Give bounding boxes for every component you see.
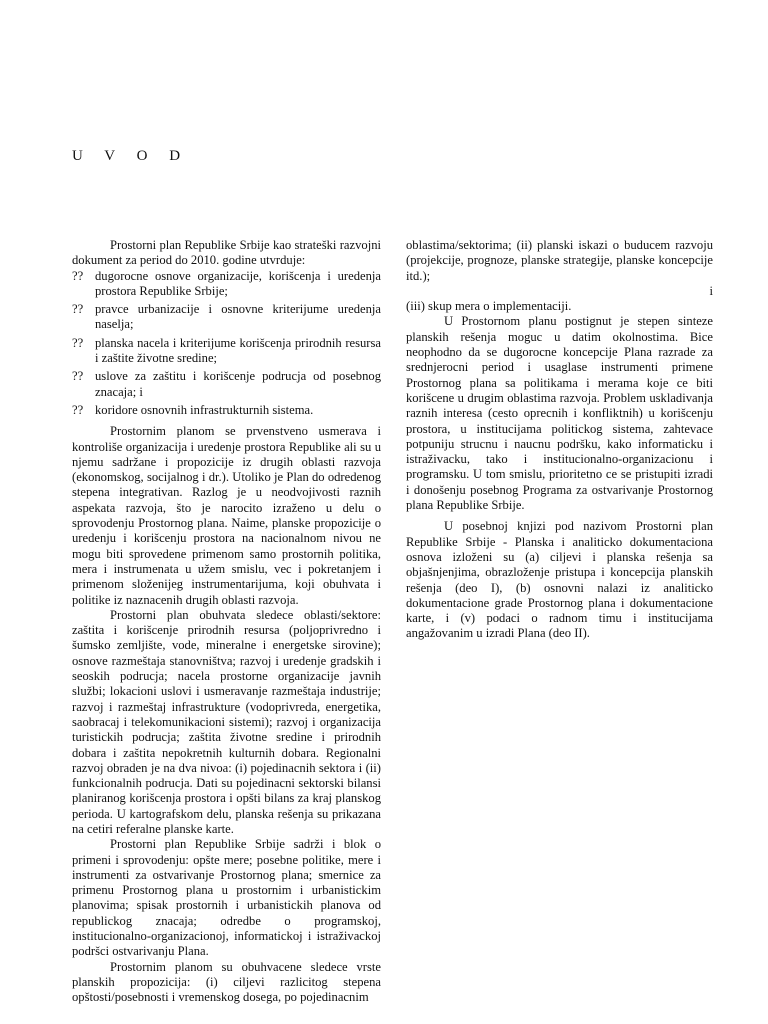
list-item-text: pravce urbanizacije i osnovne kriterijume uredenja naselja; [95,302,381,332]
intro-paragraph: Prostorni plan Republike Srbije kao strateški razvojni dokument za period do 2010. godine utvrduje: [72,238,381,268]
section-heading: U V O D [72,148,190,164]
goals-list [72,269,381,419]
body-paragraph: (iii) skup mera o implementaciji. [406,299,572,314]
continuation-word: i [709,283,713,298]
list-item [72,369,381,400]
body-paragraph: Prostornim planom se prvenstveno usmerava i kontroliše organizacija i uredenje prostora Republike ali su u njemu sadržane i propozicije iz drugih oblasti razvoja (ekonomskog, socijalnog i dr.). Utoliko je Plan do odredenog stepena integrativan. Razlog je u neodvojivosti raznih aspekata razvoja, što je narocito izraženo u delu o sprovodenju Prostornog plana. Naime, planske propozicije o uredenju i korišcenju prostora na nacionalnom nivou ne mogu biti sprovedene primenom samo prostornih politika, mera i instrumenata u užem smislu, vec i pokretanjem i primenom složenijeg instrumentarijuma, koji obuhvata i politike iz naznacenih drugih oblasti razvoja. [72,424,381,607]
list-item [72,269,381,300]
body-paragraph: Prostorni plan obuhvata sledece oblasti/sektore: zaštita i korišcenje prirodnih resursa (poljoprivredno i šumsko zemljište, vode, mineralne i energetske sirovine); osnove razmeštaja stanovništva; razvoj i uredenje gradskih i seoskih podrucja; nacela prostorne organizacije javnih službi; lokacioni uslovi i usmeravanje razmeštaja industrije; razvoj i razmeštaj infrastrukture (vodoprivreda, energetika, saobracaj i telekomunikacioni sistemi); razvoj i organizacija turistickih podrucja; zaštita životne sredine i prirodnih dobara i zaštita nepokretnih kulturnih dobara. Regionalni razvoj obraden je na dva nivoa: (i) pojedinacnih sektora i (ii) funkcionalnih podrucja. Dati su pojedinacni sektorski bilansi planiranog korišcenja prostora i opšti bilans za kraj planskog perioda. U kartografskom delu, planska rešenja su prikazana na cetiri referalne planske karte. [72,607,381,836]
left-column [72,238,381,1006]
list-item-text: dugorocne osnove organizacije, korišcenja i uredenja prostora Republike Srbije; [95,268,381,298]
list-item [72,403,381,418]
bullet-marker: ?? [72,335,84,350]
list-item-text: uslove za zaštitu i korišcenje podrucja od posebnog znacaja; i [95,369,381,399]
body-paragraph: U posebnoj knjizi pod nazivom Prostorni plan Republike Srbije - Planska i analiticko dokumentaciona osnova izloženi su (a) ciljevi i planska rešenja sa objašnjenjima, obrazloženje pristupa i koncepcija planskih rešenja (deo I), (b) osnovni nalazi iz analiticko dokumentacione grade Prostornog plana i dokumentacione karte, i (v) podaci o radnom timu i institucijama angažovanim u izradi Plana (deo II). [406,519,713,641]
list-item-text: koridore osnovnih infrastrukturnih sistema. [95,402,314,417]
bullet-marker: ?? [72,268,84,283]
bullet-marker: ?? [72,402,84,417]
body-paragraph: U Prostornom planu postignut je stepen sinteze planskih rešenja moguc u datim okolnostima. Bice neophodno da se dugorocne koncepcije Plana razrade za srednjerocni period i usaglase instrumenti primene Prostornog plana sa politikama i merama koje ce biti korišcene u drugim oblastima razvoja. Problem uskladivanja raznih interesa (cesto oprecnih i konfliktnih) u korišcenju prostora, u institucijama politickog sistema, zahtevace potpuniju strucnu i naucnu podršku, kako informaticku i istraživacku, tako i institucionalno-organizacionu i programsku. U tom smislu, prioritetno ce se pristupiti izradi i donošenju posebnog Programa za ostvarivanje Prostornog plana Republike Srbije. [406,314,713,513]
body-paragraph: oblastima/sektorima; (ii) planski iskazi o buducem razvoju (projekcije, prognoze, planske strategije, planske koncepcije itd.); [406,238,713,283]
list-item [72,302,381,333]
list-item [72,336,381,367]
body-paragraph: Prostornim planom su obuhvacene sledece vrste planskih propozicija: (i) ciljevi razlicitog stepena opštosti/posebnosti i vremenskog dosega, po pojedinacnim [72,959,381,1005]
list-item-text: planska nacela i kriterijume korišcenja prirodnih resursa i zaštite životne sredine; [95,335,381,366]
right-column [406,238,713,642]
body-paragraph: Prostorni plan Republike Srbije sadrži i blok o primeni i sprovodenju: opšte mere; posebne politike, mere i instrumenti za ostvarivanje Prostornog plana; smernice za primenu Prostornog plana u prostornim i urbanistickim planovima; spisak prostornih i urbanistickih planova od republickog znacaja; odredbe o programskoj, institucionalno-organizacionoj, informatickoj i istraživackoj podršci ostvarivanju Plana. [72,837,381,959]
bullet-marker: ?? [72,369,84,384]
bullet-marker: ?? [72,302,84,317]
